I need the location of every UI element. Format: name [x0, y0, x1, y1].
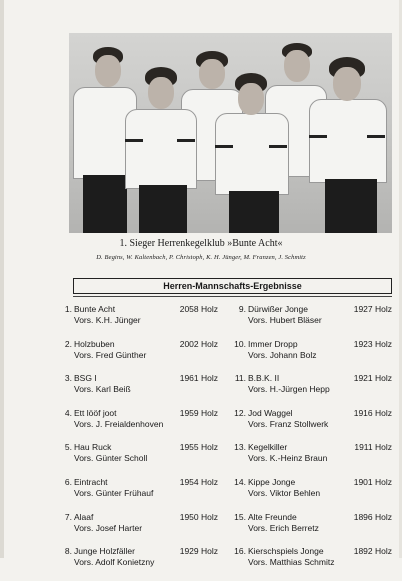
team-name: Ett lööf joot: [74, 407, 117, 418]
result-entry: [234, 304, 392, 339]
rank: 7.: [64, 511, 72, 522]
chairman: Vors. J. Freialdenhoven: [74, 418, 164, 429]
result-entry: [60, 408, 218, 443]
team-name: Alte Freunde: [248, 511, 297, 522]
score: 1929 Holz: [179, 546, 218, 557]
result-entry: [60, 339, 218, 374]
score: 1954 Holz: [179, 476, 218, 487]
score: 1901 Holz: [353, 476, 392, 487]
score: 1927 Holz: [353, 304, 392, 314]
result-entry: [234, 339, 392, 374]
rank: 8.: [64, 546, 72, 557]
chairman: Vors. Matthias Schmitz: [248, 557, 335, 568]
team-name: Holzbuben: [74, 338, 115, 349]
chairman: Vors. Viktor Behlen: [248, 487, 321, 498]
chairman: Vors. K.-Heinz Braun: [248, 453, 328, 464]
chairman: Vors. Adolf Konietzny: [74, 557, 155, 568]
chairman: Vors. Karl Beiß: [74, 384, 131, 395]
result-entry: [234, 442, 392, 477]
results-left-column: [60, 304, 218, 581]
result-entry: [60, 477, 218, 512]
team-name: Hau Ruck: [74, 442, 112, 453]
photo-caption-title: 1. Sieger Herrenkegelklub »Bunte Acht«: [119, 238, 283, 249]
result-entry: [234, 477, 392, 512]
chairman: Vors. Franz Stollwerk: [248, 418, 329, 429]
results-right-column: [234, 304, 392, 581]
results-title: Herren-Mannschafts-Ergebnisse: [73, 278, 392, 294]
score: 1921 Holz: [353, 373, 392, 384]
result-entry: [60, 442, 218, 477]
result-entry: [60, 373, 218, 408]
score: 1923 Holz: [353, 338, 392, 349]
score: 1961 Holz: [179, 373, 218, 384]
rank: 9.: [238, 304, 246, 314]
chairman: Vors. Günter Scholl: [74, 453, 148, 464]
team-name: BSG I: [74, 373, 97, 384]
score: 1955 Holz: [179, 442, 218, 453]
score: 1896 Holz: [353, 511, 392, 522]
result-entry: [234, 546, 392, 581]
team-name: Junge Holzfäller: [74, 546, 135, 557]
rank: 12.: [234, 407, 246, 418]
score: 1916 Holz: [353, 407, 392, 418]
chairman: Vors. K.H. Jünger: [74, 315, 141, 325]
rank: 10.: [234, 338, 246, 349]
score: 2058 Holz: [179, 304, 218, 314]
chairman: Vors. Josef Harter: [74, 522, 143, 533]
result-entry: [234, 408, 392, 443]
chairman: Vors. Fred Günther: [74, 349, 147, 360]
rank: 13.: [234, 442, 246, 453]
rank: 11.: [234, 373, 246, 384]
team-name: Dürwißer Jonge: [248, 304, 308, 314]
result-entry: [234, 512, 392, 547]
result-entry: [60, 304, 218, 339]
team-name: Alaaf: [74, 511, 94, 522]
chairman: Vors. Erich Berretz: [248, 522, 319, 533]
chairman: Vors. Hubert Bläser: [248, 315, 322, 325]
score: 1911 Holz: [354, 442, 392, 453]
rank: 5.: [64, 442, 72, 453]
score: 1959 Holz: [179, 407, 218, 418]
photo-caption-names: D. Begins, W. Kaltenbach, P. Christoph, K. H. Jünger, M. Franzen, J. Schmitz: [96, 254, 306, 261]
score: 1892 Holz: [353, 546, 392, 557]
result-entry: [234, 373, 392, 408]
team-name: Immer Dropp: [248, 338, 298, 349]
rank: 15.: [234, 511, 246, 522]
page-edge: [0, 0, 4, 558]
chairman: Vors. Johann Bolz: [248, 349, 317, 360]
score: 1950 Holz: [179, 511, 218, 522]
team-name: Jod Waggel: [248, 407, 293, 418]
rank: 4.: [64, 407, 72, 418]
results-divider: [73, 296, 392, 297]
team-name: Kierschspiels Jonge: [248, 546, 324, 557]
team-photo: [69, 33, 392, 233]
result-entry: [60, 512, 218, 547]
rank: 1.: [64, 304, 72, 314]
rank: 16.: [234, 546, 246, 557]
chairman: Vors. Günter Frühauf: [74, 487, 154, 498]
rank: 2.: [64, 338, 72, 349]
team-name: B.B.K. II: [248, 373, 280, 384]
chairman: Vors. H.-Jürgen Hepp: [248, 384, 330, 395]
rank: 6.: [64, 476, 72, 487]
result-entry: [60, 546, 218, 581]
rank: 14.: [234, 476, 246, 487]
team-name: Kippe Jonge: [248, 476, 296, 487]
team-name: Eintracht: [74, 476, 108, 487]
score: 2002 Holz: [179, 338, 218, 349]
team-name: Bunte Acht: [74, 304, 116, 314]
team-name: Kegelkiller: [248, 442, 288, 453]
rank: 3.: [64, 373, 72, 384]
